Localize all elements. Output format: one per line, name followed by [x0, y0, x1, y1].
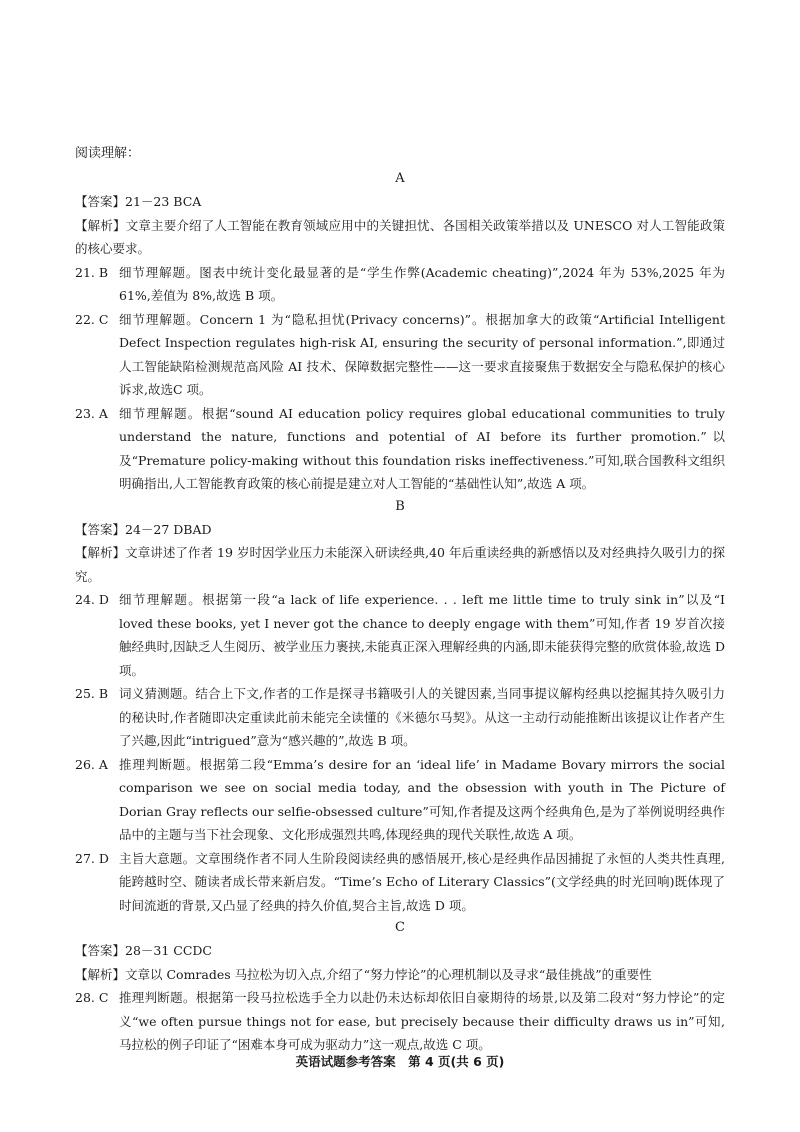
answer-line: 【答案】21－23 BCA	[75, 194, 202, 209]
analysis-paragraph: 【解析】文章讲述了作者 19 岁时因学业压力未能深入研读经典,40 年后重读经典的新感悟以及对经典持久吸引力的探究。	[75, 545, 725, 584]
analysis-paragraph: 【解析】文章主要介绍了人工智能在教育领域应用中的关键担忧、各国相关政策举措以及 UNESCO 对人工智能政策的核心要求。	[75, 217, 725, 256]
section-letter: C	[395, 920, 405, 935]
question-explanation: 主旨大意题。文章围绕作者不同人生阶段阅读经典的感悟展开,核心是经典作品因捕捉了永恒的人类共性真理,能跨越时空、随读者成长带来新启发。“Time’s Echo of Literary Classics”(文学经典的时光回响)既体现了时间流逝的背景,又凸显了经典的持久价值,契合主旨,故选 D 项。	[119, 850, 725, 913]
section-letter: A	[395, 171, 405, 186]
reading-heading: 阅读理解：	[75, 146, 141, 161]
question-number: 21. B	[75, 264, 109, 280]
question-item	[75, 308, 725, 402]
section-letter: B	[395, 498, 405, 514]
question-item	[75, 986, 725, 1057]
question-explanation: 细节理解题。Concern 1 为“隐私担忧(Privacy concerns)”。根据加拿大的政策“Artificial Intelligent Defect Inspection regulates high-risk AI, ensuring the security of personal information.”,即通过人工智能缺陷检测规范高风险 AI 技术、保障数据完整性——这一要求直接聚焦于数据安全与隐私保护的核心诉求,故选C 项。	[119, 311, 725, 397]
question-explanation: 推理判断题。根据第一段马拉松选手全力以赴仍未达标却依旧自豪期待的场景,以及第二段对“努力悖论”的定义“we often pursue things not for ease, but precisely because their difficulty draws us in”可知,马拉松的例子印证了“困难本身可成为驱动力”这一观点,故选 C 项。	[119, 990, 725, 1052]
question-number: 27. D	[75, 850, 109, 866]
question-number: 23. A	[75, 405, 108, 421]
question-explanation: 细节理解题。根据“sound AI education policy requires global educational communities to truly understand the nature, functions and potential of AI before its further promotion.”以及“Premature policy-making without this foundation risks ineffectiveness.”可知,联合国教科文组织明确指出,人工智能教育政策的核心前提是建立对人工智能的“基础性认知”,故选 A 项。	[119, 405, 725, 491]
analysis-paragraph: 【解析】文章以 Comrades 马拉松为切入点,介绍了“努力悖论”的心理机制以及寻求“最佳挑战”的重要性	[75, 966, 652, 982]
question-number: 28. C	[75, 990, 109, 1005]
question-item	[75, 261, 725, 308]
answer-key-page	[75, 140, 725, 1057]
question-item	[75, 682, 725, 753]
question-number: 26. A	[75, 756, 108, 772]
question-item	[75, 402, 725, 496]
answer-line: 【答案】28－31 CCDC	[75, 943, 212, 958]
section-a	[75, 168, 725, 496]
question-explanation: 细节理解题。根据第一段“a lack of life experience. . . left me little time to truly sink in”以及“I loved these books, yet I never got the chance to deeply engage with them”可知,作者 19 岁首次接触经典时,因缺乏人生阅历、被学业压力裹挟,未能真正深入理解经典的内涵,即未能获得完整的欣赏体验,故选 D 项。	[119, 592, 725, 678]
question-item	[75, 588, 725, 682]
question-explanation: 推理判断题。根据第二段“Emma’s desire for an ‘ideal life’ in Madame Bovary mirrors the social comparison we see on social media today, and the obsession with youth in The Picture of Dorian Gray reflects our selfie-obsessed culture”可知,作者提及这两个经典角色,是为了举例说明经典作品中的主题与当下社会现象、文化形成强烈共鸣,体现经典的现代关联性,故选 A 项。	[119, 756, 725, 842]
question-explanation: 词义猜测题。结合上下文,作者的工作是探寻书籍吸引人的关键因素,当同事提议解构经典以挖掘其持久吸引力的秘诀时,作者随即决定重读此前未能完全读懂的《米德尔马契》。从这一主动行动能推断出该提议让作者产生了兴趣,因此“intrigued”意为“感兴趣的”,故选 B 项。	[119, 686, 725, 748]
question-item	[75, 847, 725, 918]
question-item	[75, 753, 725, 847]
question-number: 22. C	[75, 311, 109, 327]
section-c	[75, 917, 725, 1057]
page-footer: 英语试题参考答案 第 4 页(共 6 页)	[295, 1054, 505, 1069]
question-number: 24. D	[75, 592, 109, 607]
answer-line: 【答案】24－27 DBAD	[75, 521, 212, 537]
question-explanation: 细节理解题。图表中统计变化最显著的是“学生作弊(Academic cheating)”,2024 年为 53%,2025 年为 61%,差值为 8%,故选 B 项。	[119, 264, 725, 303]
question-number: 25. B	[75, 686, 109, 701]
section-b	[75, 496, 725, 918]
